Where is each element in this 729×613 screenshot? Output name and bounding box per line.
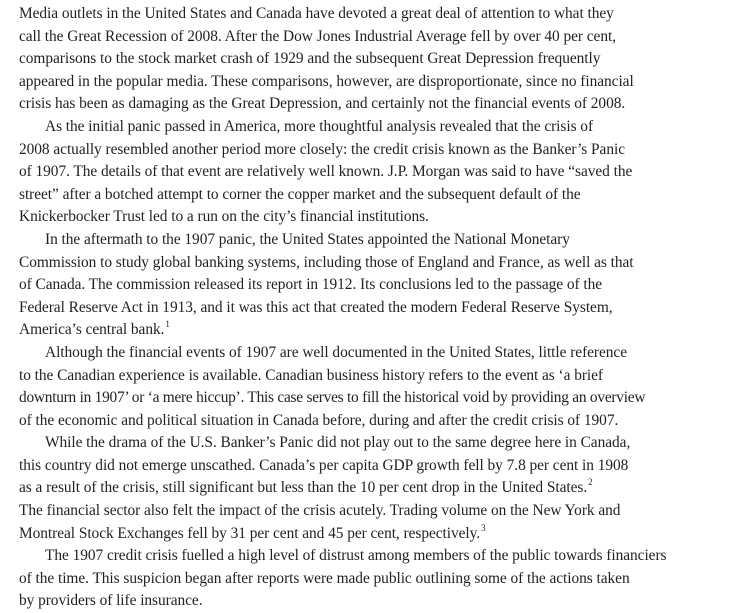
text-line: to the Canadian experience is available. Canadian business history refers to the event as ‘a brief: [19, 366, 604, 384]
paragraph-monetary-commission: [19, 229, 725, 342]
footnote-marker-2[interactable]: 2: [588, 477, 593, 488]
text-line: Commission to study global banking systems, including those of England and France, as well as that: [19, 253, 634, 271]
text-line: appeared in the popular media. These comparisons, however, are disproportionate, since no financial: [19, 72, 634, 90]
text-line: of the time. This suspicion began after reports were made public outlining some of the actions taken: [19, 569, 630, 587]
paragraph-bankers-panic: [19, 116, 725, 229]
paragraph-canada-impact: [19, 432, 725, 500]
text-line: America’s central bank.: [19, 321, 165, 339]
text-line: this country did not emerge unscathed. Canada’s per capita GDP growth fell by 7.8 per cent in 1908: [19, 456, 629, 474]
text-line: While the drama of the U.S. Banker’s Panic did not play out to the same degree here in Canada,: [45, 434, 631, 452]
text-line: The financial sector also felt the impact of the crisis acutely. Trading volume on the New York and: [19, 502, 621, 520]
text-line: Although the financial events of 1907 are well documented in the United States, little reference: [45, 343, 627, 361]
text-line: comparisons to the stock market crash of 1929 and the subsequent Great Depression frequently: [19, 50, 601, 68]
document-body: [19, 3, 725, 613]
text-line: by providers of life insurance.: [19, 592, 203, 610]
text-line: of 1907. The details of that event are relatively well known. J.P. Morgan was said to have “saved the: [19, 163, 633, 181]
text-line-with-footnote: [19, 523, 725, 546]
text-line: of Canada. The commission released its report in 1912. Its conclusions led to the passage of the: [19, 276, 603, 294]
text-line: Federal Reserve Act in 1913, and it was this act that created the modern Federal Reserve System,: [19, 298, 613, 316]
text-line: Media outlets in the United States and Canada have devoted a great deal of attention to what they: [19, 5, 614, 22]
text-line: Montreal Stock Exchanges fell by 31 per cent and 45 per cent, respectively.: [19, 524, 481, 542]
text-line-with-footnote: [19, 477, 725, 500]
text-line: as a result of the crisis, still significant but less than the 10 per cent drop in the United States.: [19, 479, 588, 497]
footnote-marker-1[interactable]: 1: [165, 319, 170, 330]
text-line: Knickerbocker Trust led to a run on the city’s financial institutions.: [19, 208, 429, 226]
text-line: of the economic and political situation in Canada before, during and after the credit crisis of 1907.: [19, 411, 619, 429]
text-line: In the aftermath to the 1907 panic, the United States appointed the National Monetary: [45, 230, 570, 248]
paragraph-great-recession: [19, 3, 725, 116]
paragraph-financial-sector: [19, 500, 725, 545]
text-line: 2008 actually resembled another period more closely: the credit crisis known as the Banker’s Panic: [19, 140, 625, 158]
text-line-with-footnote: [19, 319, 725, 342]
text-line: downturn in 1907’ or ‘a mere hiccup’. This case serves to fill the historical void by providing an overview: [19, 389, 646, 407]
text-line: call the Great Recession of 2008. After the Dow Jones Industrial Average fell by over 40 per cent,: [19, 27, 616, 45]
text-line: street” after a botched attempt to corner the copper market and the subsequent default of the: [19, 185, 581, 203]
paragraph-public-distrust: [19, 545, 725, 613]
paragraph-canadian-experience: [19, 342, 725, 432]
text-line: crisis has been as damaging as the Great Depression, and certainly not the financial events of 2008.: [19, 95, 626, 113]
text-line: As the initial panic passed in America, more thoughtful analysis revealed that the crisis of: [45, 117, 594, 135]
text-line: The 1907 credit crisis fuelled a high level of distrust among members of the public towards financiers: [45, 547, 667, 565]
footnote-marker-3[interactable]: 3: [481, 522, 486, 533]
